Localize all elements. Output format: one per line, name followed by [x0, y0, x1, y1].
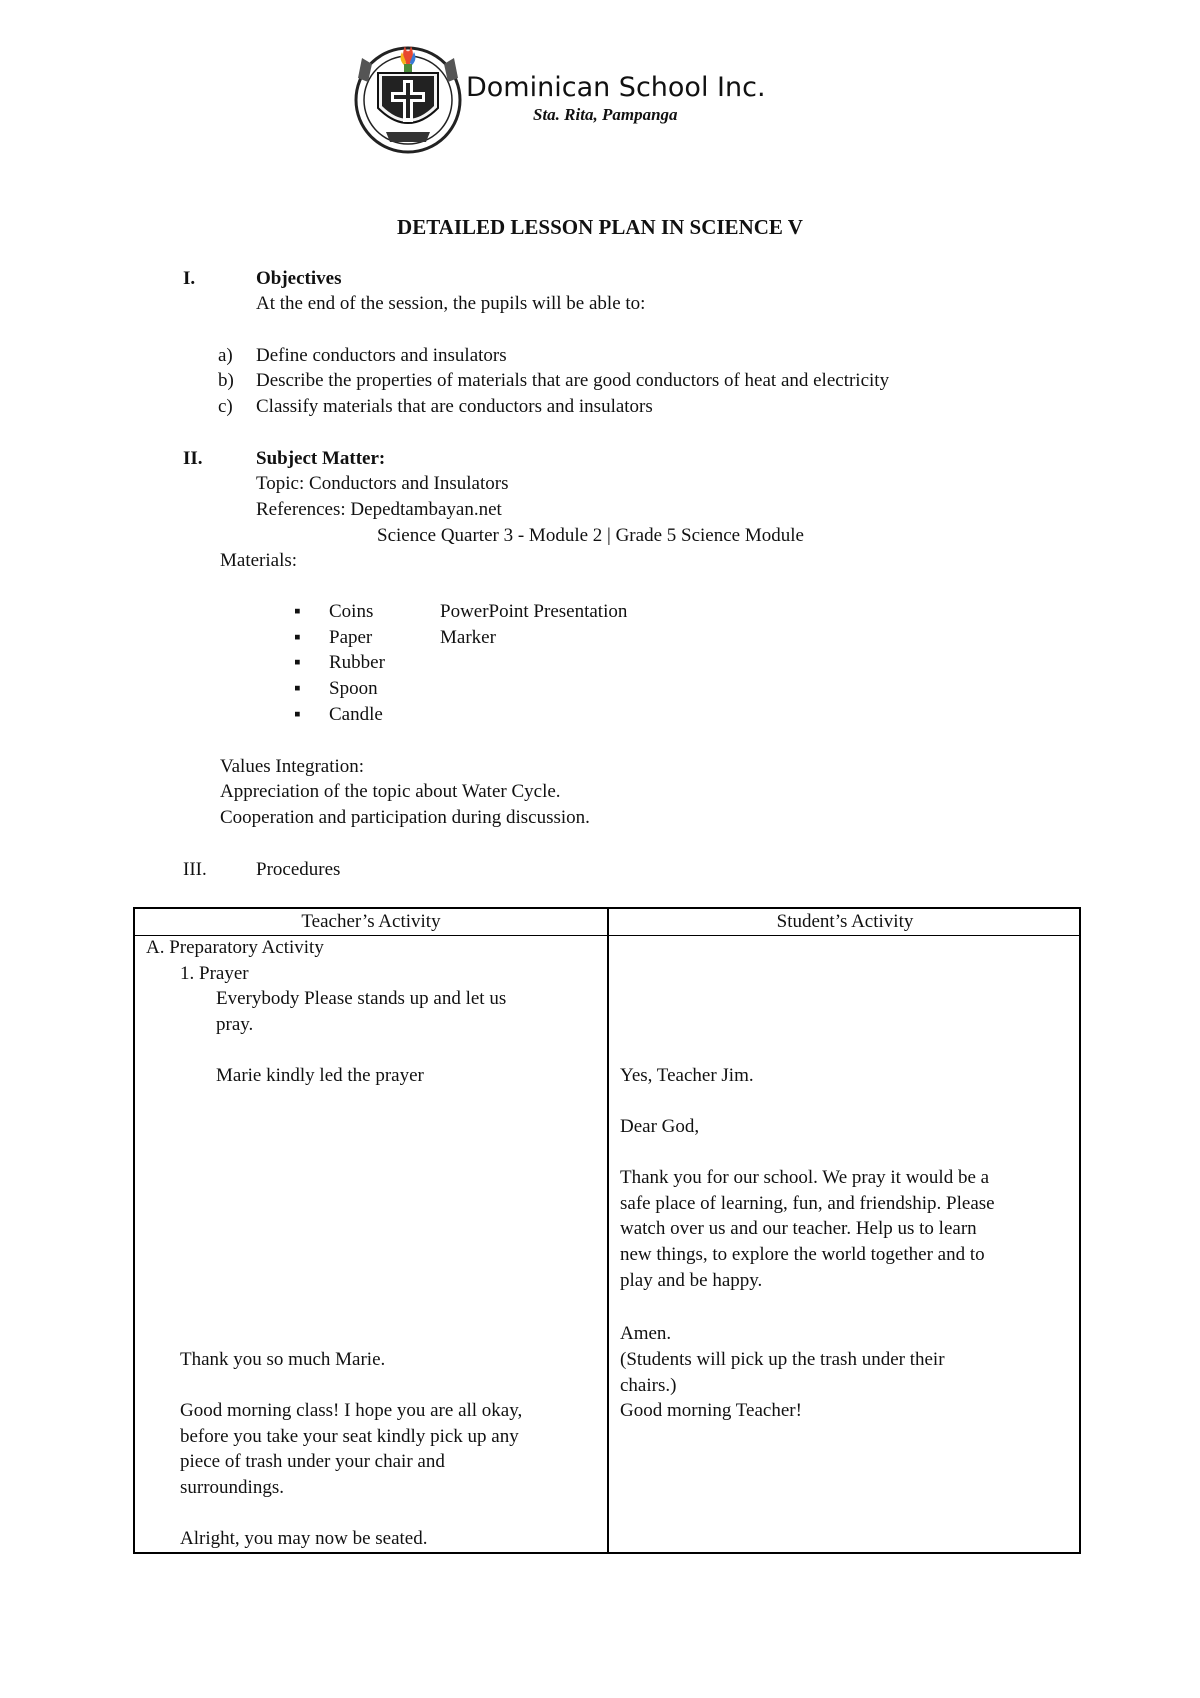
objective-item-c: Classify materials that are conductors and insulators — [256, 396, 653, 417]
objective-marker-b: b) — [218, 370, 234, 391]
student-line: Yes, Teacher Jim. — [620, 1065, 754, 1086]
objectives-intro: At the end of the session, the pupils will be able to: — [256, 293, 646, 314]
objectives-numeral: I. — [183, 268, 196, 289]
student-line: play and be happy. — [620, 1270, 763, 1291]
objective-marker-a: a) — [218, 345, 233, 366]
student-line: (Students will pick up the trash under their — [620, 1349, 945, 1370]
material-item: PowerPoint Presentation — [440, 601, 628, 622]
bullet: ▪ — [294, 678, 301, 699]
student-line: Good morning Teacher! — [620, 1400, 802, 1421]
student-line: safe place of learning, fun, and friendship. Please — [620, 1193, 995, 1214]
school-name: Dominican School Inc. — [466, 72, 766, 103]
references-line: References: Depedtambayan.net — [256, 499, 502, 520]
teacher-line: surroundings. — [180, 1477, 284, 1498]
topic-line: Topic: Conductors and Insulators — [256, 473, 509, 494]
student-line: chairs.) — [620, 1375, 677, 1396]
material-item: Coins — [329, 601, 374, 622]
bullet: ▪ — [294, 652, 301, 673]
teacher-line: before you take your seat kindly pick up any — [180, 1426, 519, 1447]
bullet: ▪ — [294, 704, 301, 725]
teacher-line: pray. — [216, 1014, 254, 1035]
bullet: ▪ — [294, 627, 301, 648]
school-seal-logo — [348, 38, 468, 158]
material-item: Paper — [329, 627, 373, 648]
document-title: DETAILED LESSON PLAN IN SCIENCE V — [397, 215, 803, 239]
material-item: Rubber — [329, 652, 385, 673]
values-label: Values Integration: — [220, 756, 365, 777]
student-line: Thank you for our school. We pray it would be a — [620, 1167, 990, 1188]
teacher-line: Everybody Please stands up and let us — [216, 988, 507, 1009]
student-line: watch over us and our teacher. Help us to learn — [620, 1218, 977, 1239]
student-line: Dear God, — [620, 1116, 700, 1137]
teacher-line: 1. Prayer — [180, 963, 249, 984]
objective-marker-c: c) — [218, 396, 233, 417]
teacher-line: A. Preparatory Activity — [146, 937, 324, 958]
material-item: Marker — [440, 627, 496, 648]
teacher-line: piece of trash under your chair and — [180, 1451, 445, 1472]
header-student: Student’s Activity — [776, 911, 914, 932]
references-line-2: Science Quarter 3 - Module 2 | Grade 5 Science Module — [377, 525, 804, 546]
bullet: ▪ — [294, 601, 301, 622]
objectives-heading: Objectives — [256, 268, 342, 289]
teacher-line: Thank you so much Marie. — [180, 1349, 386, 1370]
subject-matter-heading: Subject Matter: — [256, 448, 386, 469]
procedures-heading: Procedures — [256, 859, 341, 880]
student-line: new things, to explore the world together and to — [620, 1244, 985, 1265]
teacher-line: Good morning class! I hope you are all okay, — [180, 1400, 523, 1421]
material-item: Spoon — [329, 678, 378, 699]
procedures-table — [133, 907, 1081, 1554]
values-item: Appreciation of the topic about Water Cycle. — [220, 781, 561, 802]
teacher-line: Marie kindly led the prayer — [216, 1065, 424, 1086]
student-line: Amen. — [620, 1323, 672, 1344]
materials-label: Materials: — [220, 550, 298, 571]
teacher-line: Alright, you may now be seated. — [180, 1528, 428, 1549]
school-location: Sta. Rita, Pampanga — [533, 105, 678, 124]
objective-item-a: Define conductors and insulators — [256, 345, 507, 366]
column-divider — [607, 909, 609, 1552]
header-teacher: Teacher’s Activity — [301, 911, 441, 932]
values-item: Cooperation and participation during discussion. — [220, 807, 590, 828]
procedures-numeral: III. — [183, 859, 207, 880]
material-item: Candle — [329, 704, 383, 725]
subject-matter-numeral: II. — [183, 448, 203, 469]
objective-item-b: Describe the properties of materials that are good conductors of heat and electricity — [256, 370, 890, 391]
